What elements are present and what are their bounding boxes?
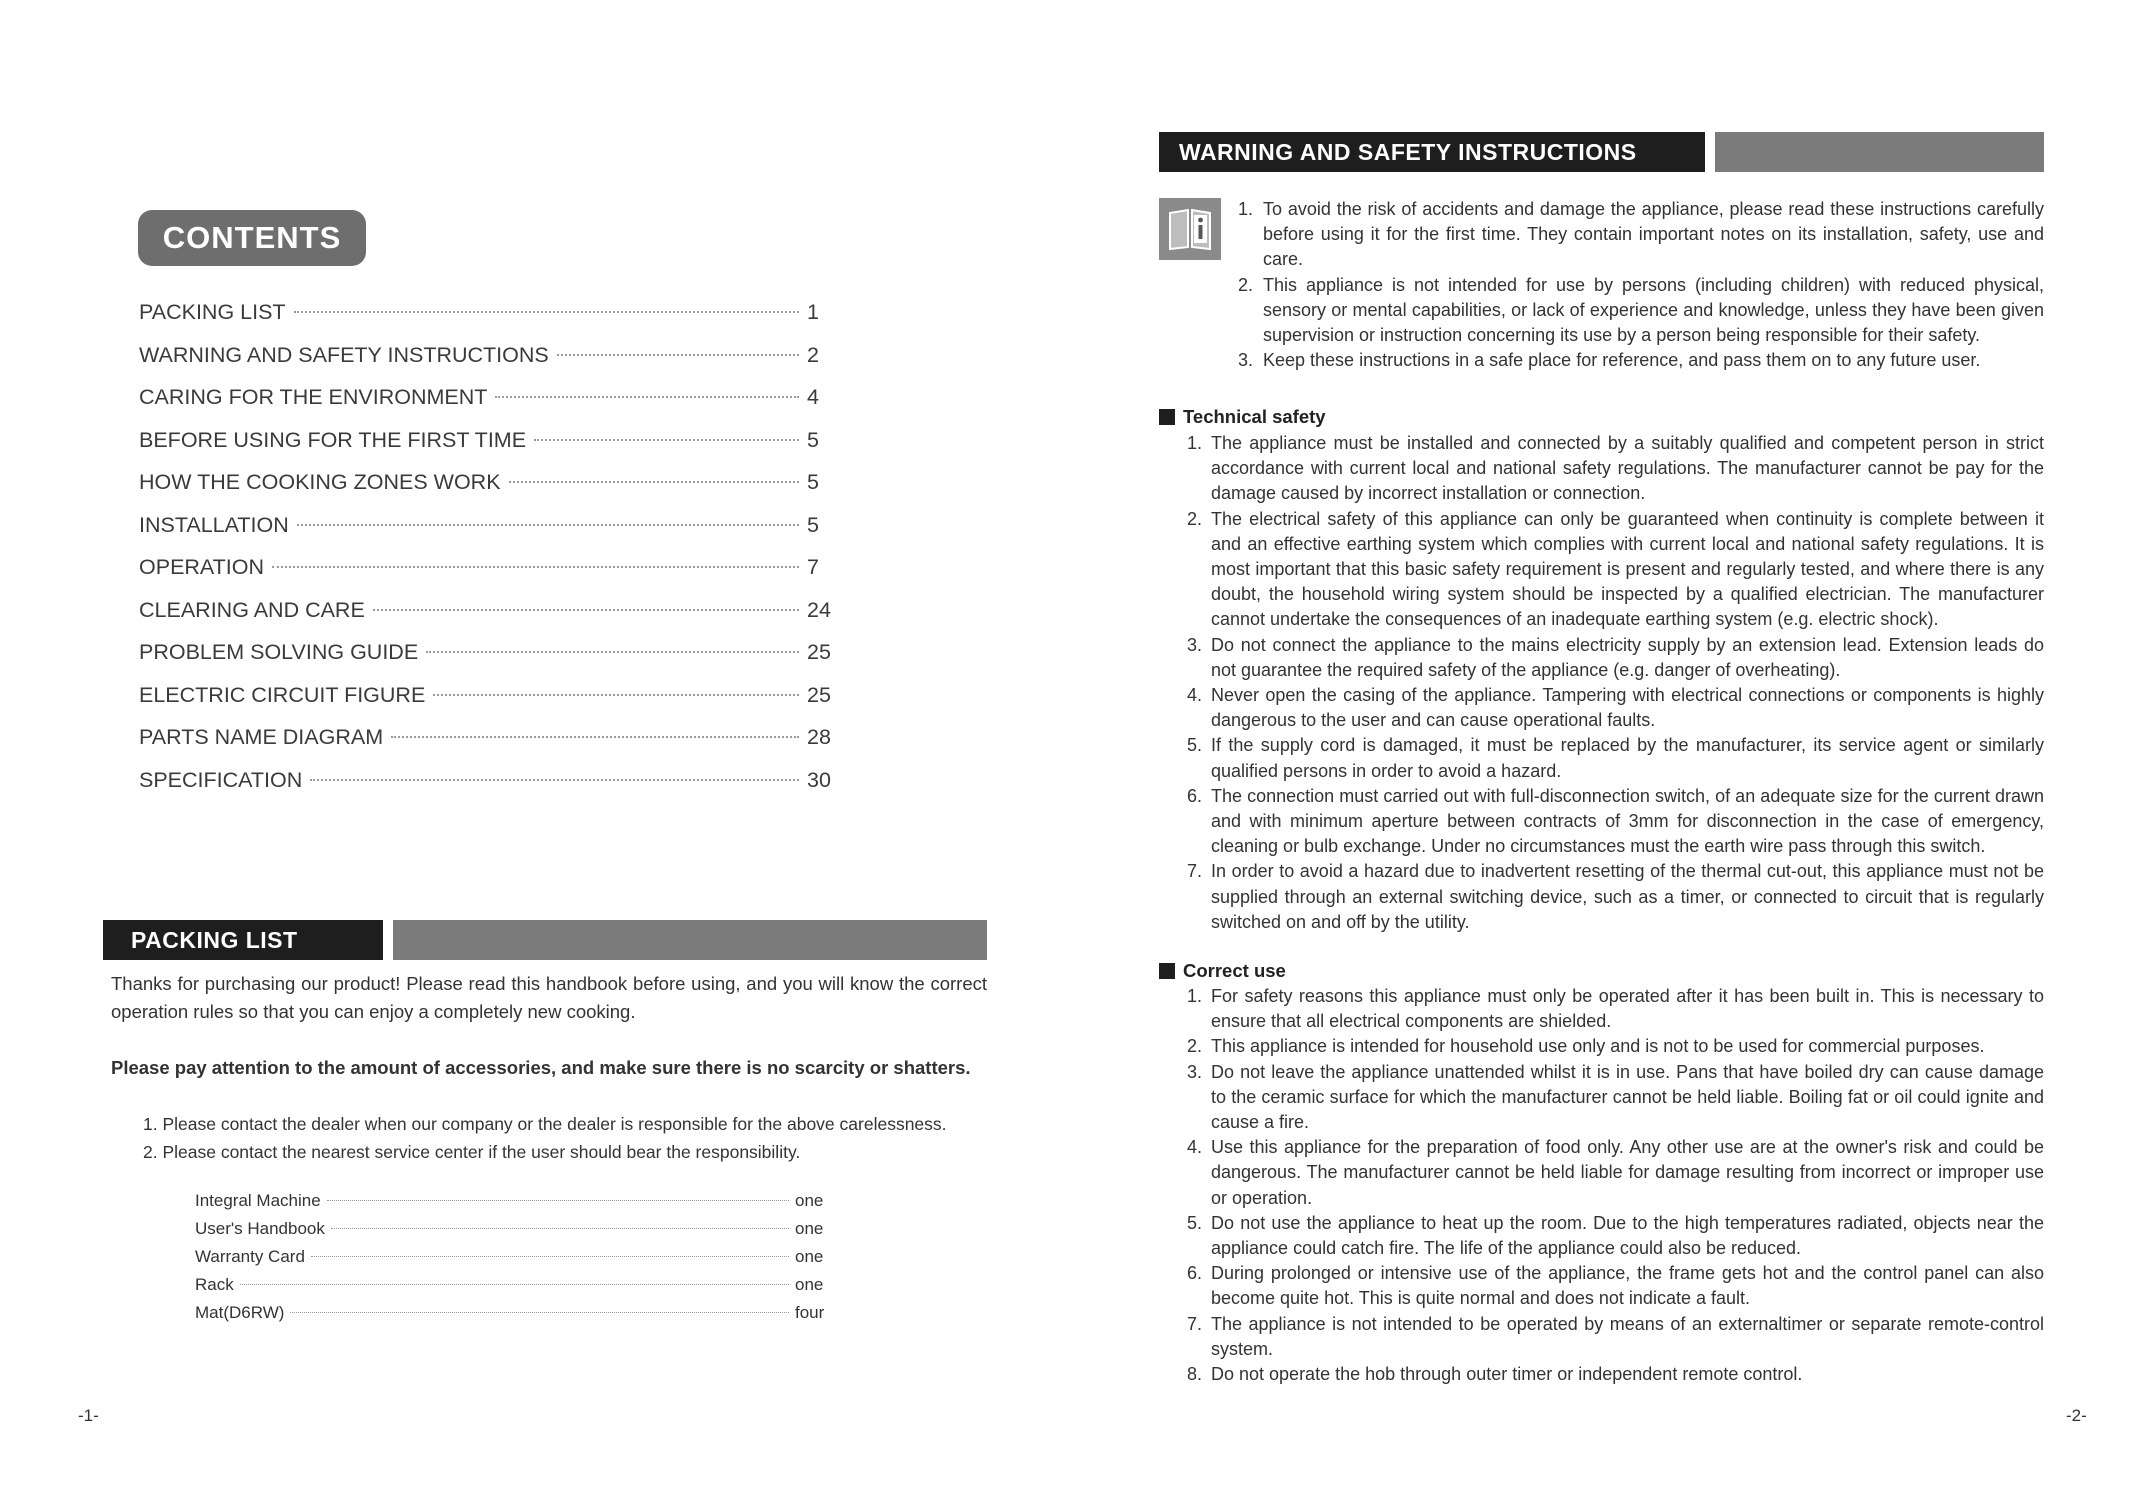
toc-page: 5 [807,512,819,537]
accessory-qty: four [795,1303,825,1322]
dotted-leader [495,396,799,398]
page-number: -1- [78,1406,99,1425]
toc-label: WARNING AND SAFETY INSTRUCTIONS [139,342,549,367]
toc-entry [139,640,833,683]
item-text: Keep these instructions in a safe place for reference, and pass them on to any future user. [1263,350,1981,371]
toc-entry [139,683,833,726]
list-item [1238,348,2044,373]
toc-entry [139,343,833,386]
item-number: 3. [1187,634,1203,655]
list-item [1187,733,2044,783]
toc-page: 25 [807,640,831,664]
toc-page: 2 [807,342,819,367]
toc-label: CLEARING AND CARE [139,597,365,622]
toc-entry [139,598,833,641]
item-number: 7. [1187,861,1203,882]
toc-page: 30 [807,767,831,792]
toc-entry [139,300,833,343]
list-item [1187,507,2044,633]
accessory-item [195,1219,831,1247]
list-item [1187,633,2044,683]
toc-page: 5 [807,470,819,494]
item-text: To avoid the risk of accidents and damage the appliance, please read these instructions carefully before using it for the first time. They contain important notes on its installation, safety, use and care. [1263,199,2044,270]
item-number: 1. [1187,986,1203,1006]
dotted-leader [240,1284,789,1285]
item-number: 2. [1187,508,1203,529]
dotted-leader [294,311,799,313]
list-item [1187,431,2044,507]
list-item [1187,1135,2044,1211]
dotted-leader [310,779,799,781]
toc-label: CARING FOR THE ENVIRONMENT [139,385,488,409]
bullet-square [1159,963,1175,979]
toc-page: 25 [807,682,831,707]
toc-page: 1 [807,300,819,324]
technical-safety-title: Technical safety [1183,406,1326,427]
item-text: Do not use the appliance to heat up the room. Due to the high temperatures radiated, objects near the appliance could catch fire. The life of the appliance could also be reduced. [1211,1212,2044,1259]
list-item [1187,859,2044,935]
toc-page: 5 [807,427,819,452]
item-text: This appliance is not intended for use by persons (including children) with reduced physical, sensory or mental capabilities, or lack of experience and knowledge, unless they have been given supervision or instruction concerning its use by a person being responsible for their safety. [1263,274,2044,346]
list-item [1187,1211,2044,1261]
accessory-qty: one [795,1219,824,1238]
accessory-name: User's Handbook [195,1219,325,1238]
accessory-item [195,1275,831,1303]
list-item [1187,984,2044,1034]
toc-label: PACKING LIST [139,300,286,324]
warning-header [1159,132,2044,172]
item-number: 1. [1187,433,1203,453]
header-bar [393,920,987,960]
list-item [1187,1034,2044,1059]
item-text: Never open the casing of the appliance. Tampering with electrical connections or components is highly dangerous to the user and can cause operational faults. [1211,685,2044,731]
item-number: 6. [1187,1263,1203,1284]
list-item [1187,683,2044,733]
packing-bold-note: Please pay attention to the amount of accessories, and make sure there is no scarcity or shatters. [111,1057,971,1078]
item-text: Use this appliance for the preparation of food only. Any other use are at the owner's risk and could be dangerous. The manufacturer cannot be held liable for damage resulting from incorrect or improper use or operation. [1211,1137,2044,1208]
toc-page: 28 [807,725,831,749]
item-text: The connection must carried out with full-disconnection switch, of an adequate size for the current drawn and with minimum aperture between contracts of 3mm for disconnection in the case of emergency, cleaning or bulb exchange. Under no circumstances must the earth wire pass through this switch. [1211,785,2044,857]
packing-list-title: PACKING LIST [103,920,383,960]
item-text: If the supply cord is damaged, it must be replaced by the manufacturer, its service agent or similarly qualified persons in order to avoid a hazard. [1211,735,2044,781]
dotted-leader [311,1256,789,1257]
toc-label: SPECIFICATION [139,767,303,792]
accessory-item [195,1191,831,1219]
list-item [1238,273,2044,349]
packing-note: 1. Please contact the dealer when our company or the dealer is responsible for the above carelessness. [143,1114,947,1134]
accessory-name: Mat(D6RW) [195,1303,285,1322]
info-book-icon [1159,198,1221,260]
table-of-contents [139,300,833,810]
item-number: 1. [1238,199,1254,219]
toc-entry [139,385,833,428]
dotted-leader [331,1228,789,1229]
toc-entry [139,768,833,811]
toc-entry [139,428,833,471]
item-text: For safety reasons this appliance must only be operated after it has been built in. This is necessary to ensure that all electrical components are shielded. [1211,986,2044,1032]
accessory-name: Warranty Card [195,1247,305,1266]
dotted-leader [297,524,799,526]
item-text: During prolonged or intensive use of the appliance, the frame gets hot and the control panel can also become quite hot. This is quite normal and does not indicate a fault. [1211,1263,2044,1309]
dotted-leader [426,651,799,653]
toc-page: 7 [807,555,819,579]
item-text: Do not leave the appliance unattended whilst it is in use. Pans that have boiled dry can cause damage to the ceramic surface for which the manufacturer cannot be held liable. Boiling fat or oil could ignite and cause a fire. [1211,1061,2044,1133]
toc-label: INSTALLATION [139,512,289,537]
packing-intro: Thanks for purchasing our product! Please read this handbook before using, and you will know the correct operation rules so that you can enjoy a completely new cooking. [111,973,987,1022]
item-text: The electrical safety of this appliance can only be guaranteed when continuity is complete between it and an effective earthing system which complies with current local and national safety regulations. It is most important that this basic safety requirement is present and regularly tested, and where there is any doubt, the household wiring system should be inspected by a qualified electrician. The manufacturer cannot undertake the consequences of an inadequate earthing system (e.g. electric shock). [1211,508,2044,630]
accessory-name: Rack [195,1275,234,1294]
header-bar [1715,132,2044,172]
dotted-leader [509,481,799,483]
toc-page: 4 [807,385,819,409]
warning-title: WARNING AND SAFETY INSTRUCTIONS [1159,132,1705,172]
correct-use-heading [1159,960,1286,982]
toc-label: PROBLEM SOLVING GUIDE [139,640,419,664]
accessory-item [195,1303,831,1331]
accessory-item [195,1247,831,1275]
toc-label: HOW THE COOKING ZONES WORK [139,470,501,494]
item-text: In order to avoid a hazard due to inadvertent resetting of the thermal cut-out, this appliance must not be supplied through an external switching device, such as a timer, or connected to circuit that is regularly switched on and off by the utility. [1211,861,2044,932]
item-number: 2. [1238,274,1254,295]
item-number: 3. [1187,1061,1203,1082]
list-item [1187,1060,2044,1136]
item-number: 5. [1187,735,1203,756]
dotted-leader [373,609,799,611]
page-number: -2- [2066,1406,2087,1425]
list-item [1187,784,2044,860]
item-number: 3. [1238,350,1254,371]
toc-label: PARTS NAME DIAGRAM [139,725,384,749]
correct-use-title: Correct use [1183,960,1286,981]
accessory-list [195,1191,831,1331]
accessory-qty: one [795,1275,824,1294]
toc-entry [139,470,833,513]
accessory-qty: one [795,1191,824,1210]
item-number: 8. [1187,1364,1203,1385]
list-item [1187,1261,2044,1311]
list-item [1187,1312,2044,1362]
technical-safety-list [1187,431,2044,935]
item-number: 6. [1187,785,1203,806]
intro-list [1238,197,2044,373]
accessory-name: Integral Machine [195,1191,321,1210]
bullet-square [1159,409,1175,425]
dotted-leader [290,1312,789,1313]
item-text: The appliance is not intended to be operated by means of an externaltimer or separate remote-control system. [1211,1313,2044,1359]
item-number: 2. [1187,1036,1203,1057]
toc-page: 24 [807,597,831,622]
dotted-leader [272,566,799,568]
item-number: 5. [1187,1212,1203,1233]
toc-label: ELECTRIC CIRCUIT FIGURE [139,682,426,707]
toc-label: BEFORE USING FOR THE FIRST TIME [139,427,527,452]
item-text: Do not connect the appliance to the mains electricity supply by an extension lead. Extension leads do not guarantee the required safety of the appliance (e.g. danger of overheating). [1211,634,2044,680]
toc-entry [139,725,833,768]
item-text: Do not operate the hob through outer timer or independent remote control. [1211,1364,1803,1385]
correct-use-list [1187,984,2044,1387]
packing-notes [143,1110,993,1166]
item-text: This appliance is intended for household use only and is not to be used for commercial purposes. [1211,1036,1985,1057]
toc-entry [139,513,833,556]
item-text: The appliance must be installed and connected by a suitably qualified and competent person in strict accordance with current local and national safety regulations. The manufacturer cannot be pay for the damage caused by incorrect installation or connection. [1211,433,2044,504]
dotted-leader [557,354,799,356]
toc-label: OPERATION [139,555,265,579]
item-number: 7. [1187,1313,1203,1334]
packing-note: 2. Please contact the nearest service center if the user should bear the responsibility. [143,1142,801,1162]
dotted-leader [391,736,799,738]
dotted-leader [327,1200,789,1201]
toc-entry [139,555,833,598]
dotted-leader [433,694,799,696]
item-number: 4. [1187,685,1203,706]
contents-title: CONTENTS [138,210,366,266]
item-number: 4. [1187,1137,1203,1158]
list-item [1238,197,2044,273]
technical-safety-heading [1159,406,1326,428]
accessory-qty: one [795,1247,824,1266]
right-page [1066,0,2132,1508]
list-item [1187,1362,2044,1387]
dotted-leader [534,439,799,441]
packing-list-header [103,920,987,960]
